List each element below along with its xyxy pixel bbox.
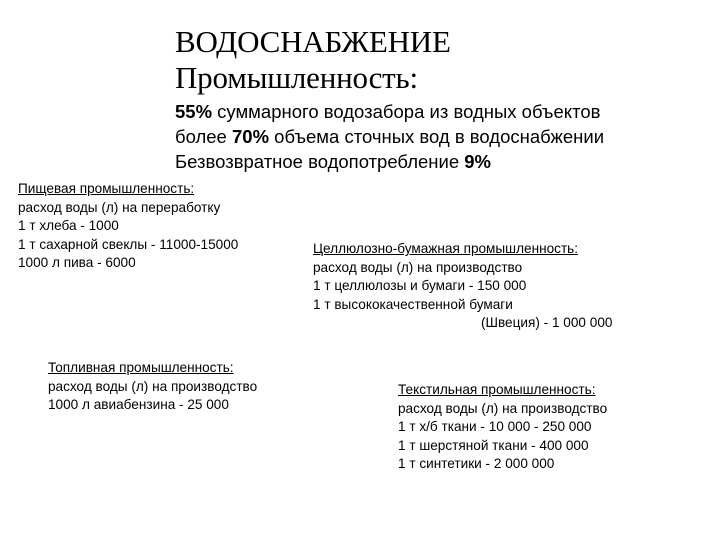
textile-industry-line: 1 т х/б ткани - 10 000 - 250 000 [398,419,592,435]
pulp-paper-industry-line: расход воды (л) на производство [313,259,523,275]
pulp-paper-industry-block [313,240,612,333]
food-industry-line: 1 т хлеба - 1000 [18,218,119,234]
pulp-paper-industry-line: 1 т целлюлозы и бумаги - 150 000 [313,278,527,294]
stat-prefix: Безвозвратное водопотребление [175,151,465,172]
food-industry-heading: Пищевая промышленность: [18,181,195,196]
stats-list [175,99,604,174]
food-industry-block [18,180,238,273]
stat-value: 9% [464,151,492,172]
textile-industry-line: 1 т шерстяной ткани - 400 000 [398,437,589,453]
slide-subtitle: Промышленность: [175,60,418,95]
stat-prefix: более [175,126,232,147]
food-industry-line: 1 т сахарной свеклы - 11000-15000 [18,236,239,252]
fuel-industry-block [48,359,257,415]
textile-industry-line: 1 т синтетики - 2 000 000 [398,456,555,472]
fuel-industry-line: расход воды (л) на производство [48,378,258,394]
pulp-paper-industry-heading: Целлюлозно-бумажная промышленность: [313,241,579,256]
stat-line-irrecoverable [175,149,604,174]
fuel-industry-heading: Топливная промышленность: [48,360,234,375]
fuel-industry-line: 1000 л авиабензина - 25 000 [48,397,229,413]
pulp-paper-industry-line: 1 т высококачественной бумаги [313,296,513,312]
food-industry-line: 1000 л пива - 6000 [18,255,136,271]
stat-text: суммарного водозабора из водных объектов [212,101,601,122]
stat-text: объема сточных вод в водоснабжении [269,126,605,147]
food-industry-line: расход воды (л) на переработку [18,199,221,215]
textile-industry-block [398,381,607,474]
textile-industry-heading: Текстильная промышленность: [398,382,596,397]
stat-value: 70% [232,126,270,147]
slide-title: ВОДОСНАБЖЕНИЕ [175,24,451,59]
pulp-paper-industry-note: (Швеция) - 1 000 000 [481,315,613,331]
stat-value: 55% [175,101,213,122]
stat-line-wastewater [175,124,604,149]
textile-industry-line: расход воды (л) на производство [398,400,608,416]
stat-line-intake [175,99,604,124]
